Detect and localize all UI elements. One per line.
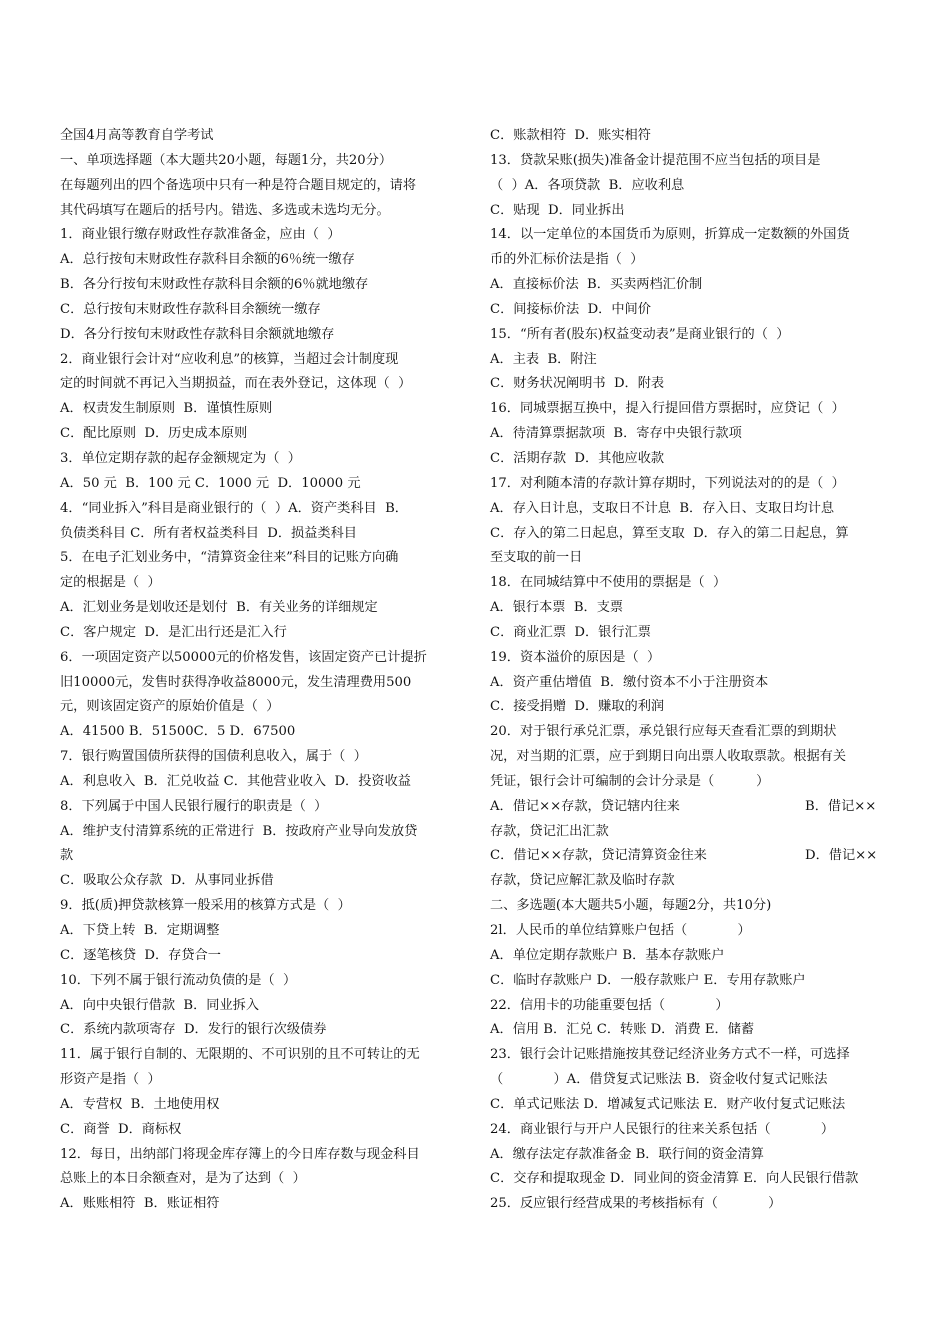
text-line: C．贴现 D．同业拆出 — [490, 202, 625, 218]
text-line: 3．单位定期存款的起存金额规定为（ ） — [60, 450, 301, 466]
text-line: A．向中央银行借款 B．同业拆入 — [60, 997, 260, 1013]
text-line: 22．信用卡的功能重要包括（ ） — [490, 997, 729, 1013]
text-line: A．存入日计息，支取日不计息 B．存入日、支取日均计息 — [490, 500, 835, 516]
text-line: 19．资本溢价的原因是（ ） — [490, 649, 661, 665]
text-line: 形资产是指（ ） — [60, 1072, 161, 1088]
text-line: 1．商业银行缴存财政性存款准备金，应由（ ） — [60, 227, 341, 243]
text-line: C．单式记账法 D．增减复式记账法 E．财产收付复式记账法 — [490, 1096, 846, 1112]
text-line: C．总行按旬末财政性存款科目余额统一缴存 — [60, 301, 321, 317]
text-line: 5．在电子汇划业务中，“清算资金往来”科目的记账方向确 — [60, 550, 399, 566]
text-line: 况，对当期的汇票，应于到期日向出票人收取票款。根据有关 — [490, 749, 847, 765]
text-line: 旧10000元，发售时获得净收益8000元，发生清理费用500 — [60, 674, 412, 690]
text-line: A．专营权 B．土地使用权 — [60, 1096, 220, 1112]
text-line: 9．抵(质)押贷款核算一般采用的核算方式是（ ） — [60, 898, 351, 914]
text-line: A．直接标价法 B．买卖两档汇价制 — [490, 277, 703, 293]
text-line: A．银行本票 B．支票 — [490, 600, 624, 616]
text-line: A．账账相符 B．账证相符 — [60, 1196, 220, 1212]
text-line: 2．商业银行会计对“应收利息”的核算，当超过会计制度现 — [60, 351, 399, 367]
right-column — [490, 124, 890, 1217]
text-line: 15．“所有者(股东)权益变动表”是商业银行的（ ） — [490, 326, 790, 342]
text-line: A．主表 B．附注 — [490, 351, 597, 367]
option-text: D．借记×× — [805, 848, 878, 864]
text-line: C．存入的第二日起息，算至支取 D．存入的第二日起息，算 — [490, 525, 849, 541]
option-text: C．借记××存款，贷记清算资金往来 — [490, 848, 707, 864]
text-line: 25．反应银行经营成果的考核指标有（ ） — [490, 1196, 782, 1212]
text-line: D．各分行按旬末财政性存款科目余额就地缴存 — [60, 326, 335, 342]
text-line: 6．一项固定资产以50000元的价格发售，该固定资产已计提折 — [60, 649, 427, 665]
text-line: A．缴存法定存款准备金 B．联行间的资金清算 — [490, 1146, 764, 1162]
text-line: C．配比原则 D．历史成本原则 — [60, 426, 248, 442]
text-line: 存款，贷记汇出汇款 — [490, 823, 609, 839]
text-line: 至支取的前一日 — [490, 550, 583, 566]
text-line: A．资产重估增值 B．缴付资本不小于注册资本 — [490, 674, 769, 690]
text-line: 17．对利随本清的存款计算存期时，下列说法对的的是（ ） — [490, 475, 845, 491]
text-line: 2l．人民币的单位结算账户包括（ ） — [490, 923, 751, 938]
text-line: A．下贷上转 B．定期调整 — [60, 923, 220, 938]
text-line: 18．在同城结算中不使用的票据是（ ） — [490, 575, 727, 591]
text-line: C．系统内款项寄存 D．发行的银行次级债券 — [60, 1022, 327, 1038]
text-line: 7．银行购置国债所获得的国债利息收入，属于（ ） — [60, 749, 367, 765]
text-line: A．总行按旬末财政性存款科目余额的6％统一缴存 — [60, 252, 355, 268]
text-line: 10．下列不属于银行流动负债的是（ ） — [60, 972, 297, 988]
text-line: （ ）A．各项贷款 B．应收利息 — [490, 177, 685, 193]
text-line: A．利息收入 B．汇兑收益 C．其他营业收入 D．投资收益 — [60, 773, 411, 789]
text-line: A．待清算票据款项 B．寄存中央银行款项 — [490, 426, 742, 442]
text-line: 存款，贷记应解汇款及临时存款 — [490, 873, 675, 889]
text-line: C．商业汇票 D．银行汇票 — [490, 624, 651, 640]
text-line: 20．对于银行承兑汇票，承兑银行应每天查看汇票的到期状 — [490, 724, 837, 740]
text-line: C．客户规定 D．是汇出行还是汇入行 — [60, 624, 287, 640]
text-line: 二、多选题(本大题共5小题，每题2分，共10分) — [490, 898, 772, 914]
text-line: 11．属于银行自制的、无限期的、不可识别的且不可转让的无 — [60, 1047, 420, 1063]
text-line: C．临时存款账户 D．一般存款账户 E．专用存款账户 — [490, 972, 806, 988]
text-line: 13．贷款呆账(损失)准备金计提范围不应当包括的项目是 — [490, 152, 821, 168]
text-line: 一、单项选择题（本大题共20小题，每题1分，共20分） — [60, 152, 393, 168]
text-line: 8．下列属于中国人民银行履行的职责是（ ） — [60, 798, 328, 814]
option-text: A．借记××存款，贷记辖内往来 — [490, 798, 680, 814]
text-line: 12．每日，出纳部门将现金库存簿上的今日库存数与现金科目 — [60, 1146, 420, 1162]
text-line: C．接受捐赠 D．赚取的利润 — [490, 699, 665, 715]
text-line: A．维护支付清算系统的正常进行 B．按政府产业导向发放贷 — [60, 823, 418, 839]
text-line: 16．同城票据互换中，提入行提回借方票据时，应贷记（ ） — [490, 401, 845, 417]
text-line: 总账上的本日余额查对，是为了达到（ ） — [60, 1171, 306, 1187]
text-line: A．信用 B．汇兑 C．转账 D．消费 E．储蓄 — [490, 1022, 755, 1038]
text-line: 币的外汇标价法是指（ ） — [490, 252, 644, 268]
text-line: 款 — [60, 848, 74, 864]
text-line: 定的时间就不再记入当期损益，而在表外登记，这体现（ ） — [60, 376, 412, 392]
text-line: A．汇划业务是划收还是划付 B．有关业务的详细规定 — [60, 600, 378, 616]
text-line: 在每题列出的四个备选项中只有一种是符合题目规定的，请将 — [60, 177, 417, 193]
text-line: 定的根据是（ ） — [60, 575, 161, 591]
text-line: C．账款相符 D．账实相符 — [490, 128, 651, 143]
text-line: C．商誉 D．商标权 — [60, 1121, 182, 1137]
text-line: 23．银行会计记账措施按其登记经济业务方式不一样，可选择 — [490, 1047, 850, 1063]
option-text: B．借记×× — [805, 798, 877, 814]
text-line: 凭证，银行会计可编制的会计分录是（ ） — [490, 773, 770, 789]
text-line: 24．商业银行与开户人民银行的往来关系包括（ ） — [490, 1121, 835, 1137]
text-line: A．41500 B．51500C．5 D．67500 — [60, 724, 296, 740]
text-line: （ ）A．借贷复式记账法 B．资金收付复式记账法 — [490, 1072, 828, 1088]
text-line: 全国4月高等教育自学考试 — [60, 128, 214, 143]
text-line: 负债类科目 C．所有者权益类科目 D．损益类科目 — [60, 525, 357, 541]
text-line: A．权责发生制原则 B．谨慎性原则 — [60, 401, 273, 417]
text-line: C．吸取公众存款 D．从事同业拆借 — [60, 873, 274, 889]
text-line: 14．以一定单位的本国货币为原则，折算成一定数额的外国货 — [490, 227, 850, 243]
text-line: C．间接标价法 D．中间价 — [490, 301, 651, 317]
left-column — [60, 124, 460, 1217]
text-line: C．逐笔核贷 D．存贷合一 — [60, 947, 221, 963]
text-line: A．单位定期存款账户 B．基本存款账户 — [490, 947, 725, 963]
text-line: C．活期存款 D．其他应收款 — [490, 450, 665, 466]
text-line: A．50 元 B．100 元 C．1000 元 D．10000 元 — [60, 475, 361, 491]
text-line: C．交存和提取现金 D．同业间的资金清算 E．向人民银行借款 — [490, 1171, 859, 1187]
text-line — [490, 844, 890, 869]
text-line: 其代码填写在题后的括号内。错选、多选或未选均无分。 — [60, 202, 390, 218]
text-line: C．财务状况阐明书 D．附表 — [490, 376, 665, 392]
text-line: B．各分行按旬末财政性存款科目余额的6％就地缴存 — [60, 277, 369, 293]
text-line: 元，则该固定资产的原始价值是（ ） — [60, 699, 280, 715]
text-line — [490, 795, 890, 820]
text-line: 4．“同业拆入”科目是商业银行的（ ）A．资产类科目 B． — [60, 500, 408, 516]
